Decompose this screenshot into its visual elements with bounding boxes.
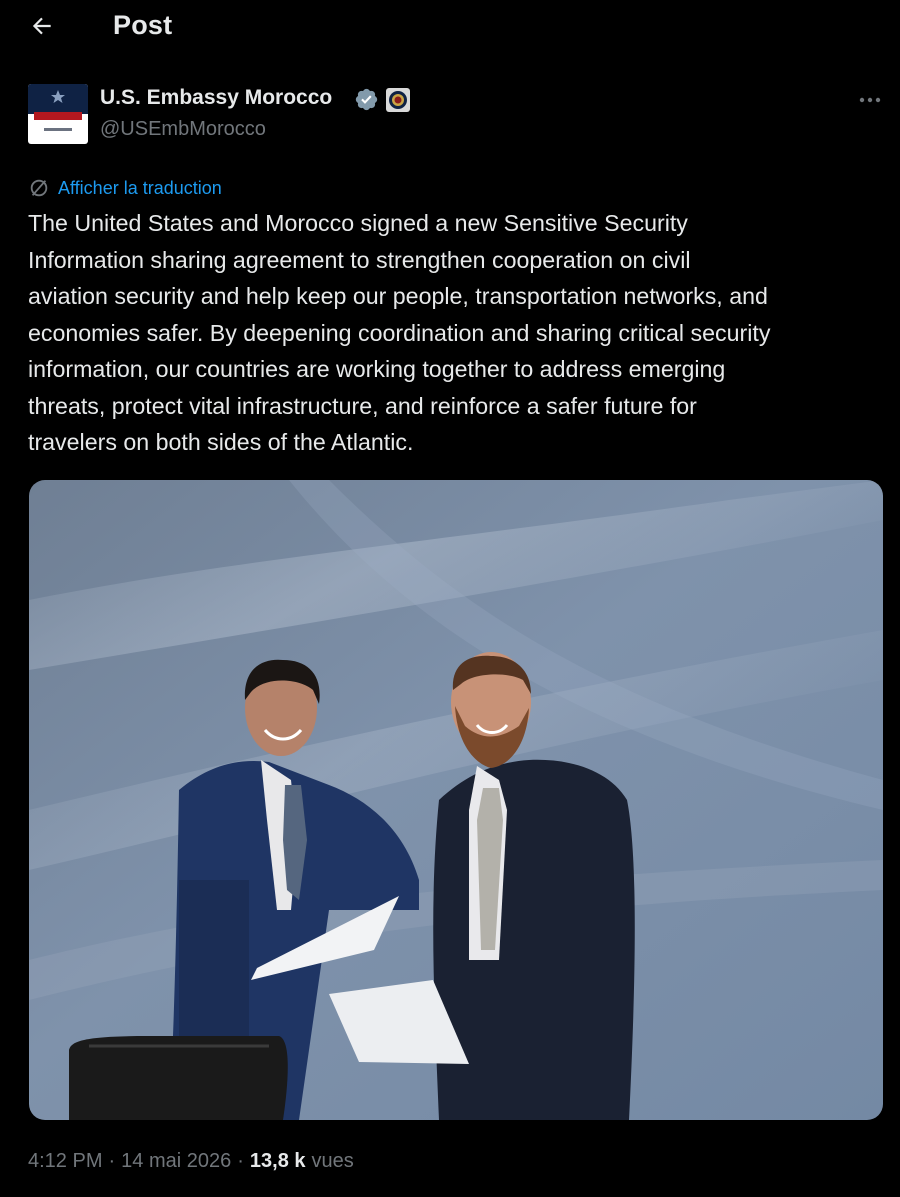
author-row bbox=[28, 84, 888, 146]
translate-label: Afficher la traduction bbox=[58, 177, 222, 198]
meta-separator: · bbox=[108, 1149, 116, 1172]
back-button[interactable] bbox=[22, 8, 62, 44]
views-count: 13,8 k bbox=[249, 1149, 306, 1172]
arrow-left-icon bbox=[29, 13, 55, 39]
more-horizontal-icon bbox=[850, 88, 890, 112]
page-title: Post bbox=[113, 10, 173, 40]
author-handle[interactable]: @USEmbMorocco bbox=[100, 118, 266, 140]
show-translation-link[interactable] bbox=[28, 175, 222, 201]
translate-icon bbox=[28, 177, 50, 199]
post-time[interactable]: 4:12 PM bbox=[28, 1149, 103, 1172]
post-photo[interactable] bbox=[29, 480, 883, 1120]
meta-separator: · bbox=[237, 1149, 244, 1172]
government-seal-icon bbox=[386, 88, 410, 112]
post-date[interactable]: 14 mai 2026 bbox=[121, 1149, 232, 1172]
more-options-button[interactable] bbox=[850, 88, 890, 112]
views-label: vues bbox=[311, 1149, 354, 1172]
verified-badge-icon bbox=[354, 87, 379, 112]
post-text: The United States and Morocco signed a new Sensitive Security Information sharing agreement to strengthen cooperation on civil aviation security and help keep our people, transportation networks, and economies safer. By deepening coordination and sharing critical security information, our countries are working together to address emerging threats, protect vital infrastructure, and reinforce a safer future for travelers on both sides of the Atlantic. bbox=[28, 210, 771, 455]
author-name[interactable]: U.S. Embassy Morocco bbox=[100, 86, 333, 109]
top-bar bbox=[0, 0, 900, 52]
post-meta bbox=[28, 1147, 354, 1175]
avatar[interactable] bbox=[28, 84, 88, 144]
